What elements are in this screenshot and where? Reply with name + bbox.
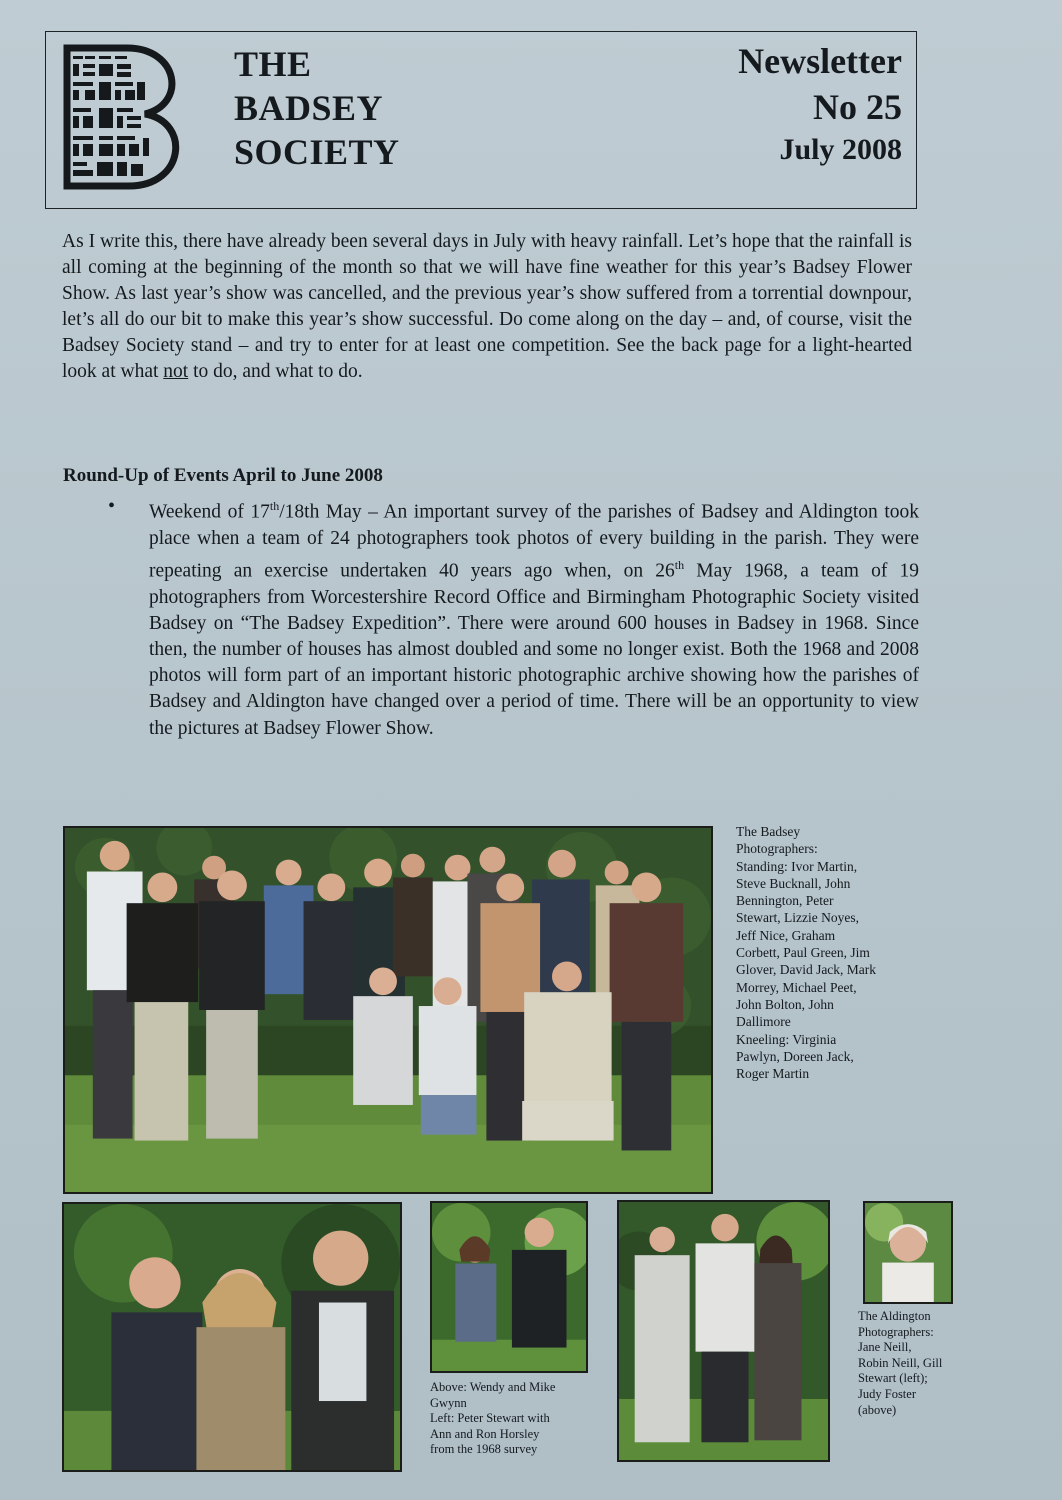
bullet-rest: May 1968, a team of 19 photographers from Worcestershire Record Office and Birmingham Photographic Society visited Badsey on “The Badsey Expedition”. There were around 600 houses in Badsey in 1968. Since then, the number of houses has almost doubled and some no longer exist. Both the 1968 and 2008 photos will form part of an important historic photographic archive showing how the parishes of Badsey and Aldington have changed over a period of time. There will be an opportunity to view the pictures at Badsey Flower Show. [149, 560, 919, 739]
caption-line: Bennington, Peter [736, 893, 834, 909]
caption-line: Morrey, Michael Peet, [736, 979, 857, 995]
caption-line: Dallimore [736, 1014, 791, 1030]
bullet-sup-1: th [269, 499, 280, 513]
caption-line: The Aldington [858, 1309, 931, 1323]
wendy-mike-gwynn-photo [430, 1201, 588, 1373]
intro-text-part-2: to do, and what to do. [188, 361, 363, 382]
caption-line: Photographers: [858, 1324, 934, 1339]
caption-line: John Bolton, John [736, 996, 834, 1012]
society-name-line-3: SOCIETY [234, 132, 400, 172]
caption-line: Gwynn [430, 1395, 467, 1410]
aldington-photographers-caption [858, 1309, 968, 1418]
newsletter-label: Newsletter [738, 41, 902, 81]
bullet-lead: Weekend of 17 [149, 501, 270, 523]
caption-line: Roger Martin [736, 1066, 810, 1082]
bullet-dot: • [108, 495, 116, 517]
caption-line: Judy Foster [858, 1386, 916, 1401]
caption-line: Ann and Ron Horsley [430, 1426, 540, 1441]
caption-line: from the 1968 survey [430, 1442, 538, 1457]
masthead [45, 31, 917, 209]
badsey-society-b-logo-icon [59, 42, 209, 192]
caption-line: Above: Wendy and Mike [430, 1380, 556, 1394]
caption-line: Jeff Nice, Graham [736, 927, 836, 943]
caption-line: The Badsey [736, 824, 801, 839]
intro-paragraph [62, 229, 912, 385]
issue-info [738, 38, 902, 170]
caption-line: Stewart (left); [858, 1371, 928, 1386]
caption-line: (above) [858, 1402, 897, 1417]
intro-underlined-word: not [163, 361, 189, 382]
society-name [234, 42, 400, 174]
bullet-sup-2: th [674, 557, 685, 572]
caption-line: Pawlyn, Doreen Jack, [736, 1048, 854, 1064]
stewart-horsley-photo [62, 1202, 402, 1472]
caption-line: Corbett, Paul Green, Jim [736, 945, 870, 961]
gwynn-horsley-caption [430, 1380, 590, 1458]
caption-line: Steve Bucknall, John [736, 875, 851, 891]
intro-text-part-1: As I write this, there have already been several days in July with heavy rainfall. Let’s hope that the rainfall is all coming at the beginning of the month so that we will have fine weather for this year’s Badsey Flower Show. As last year’s show was cancelled, and the previous year’s show suffered from a torrential downpour, let’s all do our bit to make this year’s show successful. Do come along on the day – and, of course, visit the Badsey Society stand – and try to enter for at least one competition. See the back page for a light-hearted look at what [62, 231, 912, 382]
issue-date: July 2008 [779, 133, 902, 166]
caption-line: Stewart, Lizzie Noyes, [736, 910, 859, 926]
caption-line: Jane Neill, [858, 1340, 912, 1355]
caption-line: Standing: Ivor Martin, [736, 858, 858, 874]
caption-line: Photographers: [736, 841, 818, 857]
badsey-photographers-group-photo [63, 826, 713, 1194]
caption-line: Left: Peter Stewart with [430, 1411, 550, 1426]
section-title: Round-Up of Events April to June 2008 [63, 465, 383, 486]
caption-line: Kneeling: Virginia [736, 1031, 837, 1047]
judy-foster-photo [863, 1201, 953, 1304]
caption-line: Robin Neill, Gill [858, 1355, 943, 1370]
badsey-photographers-caption [736, 823, 936, 1082]
issue-number: No 25 [813, 87, 902, 127]
aldington-photographers-photo [617, 1200, 830, 1462]
caption-line: Glover, David Jack, Mark [736, 962, 877, 978]
society-name-line-1: THE [234, 44, 312, 84]
bullet-mid: /18th May – An important survey of the parishes of Badsey and Aldington took place when a team of 24 photographers took photos of every building in the parish. They were repeating an exercise undertaken 40 years ago when, on 26 [149, 501, 919, 582]
bullet-text [149, 493, 919, 742]
society-name-line-2: BADSEY [234, 88, 384, 128]
